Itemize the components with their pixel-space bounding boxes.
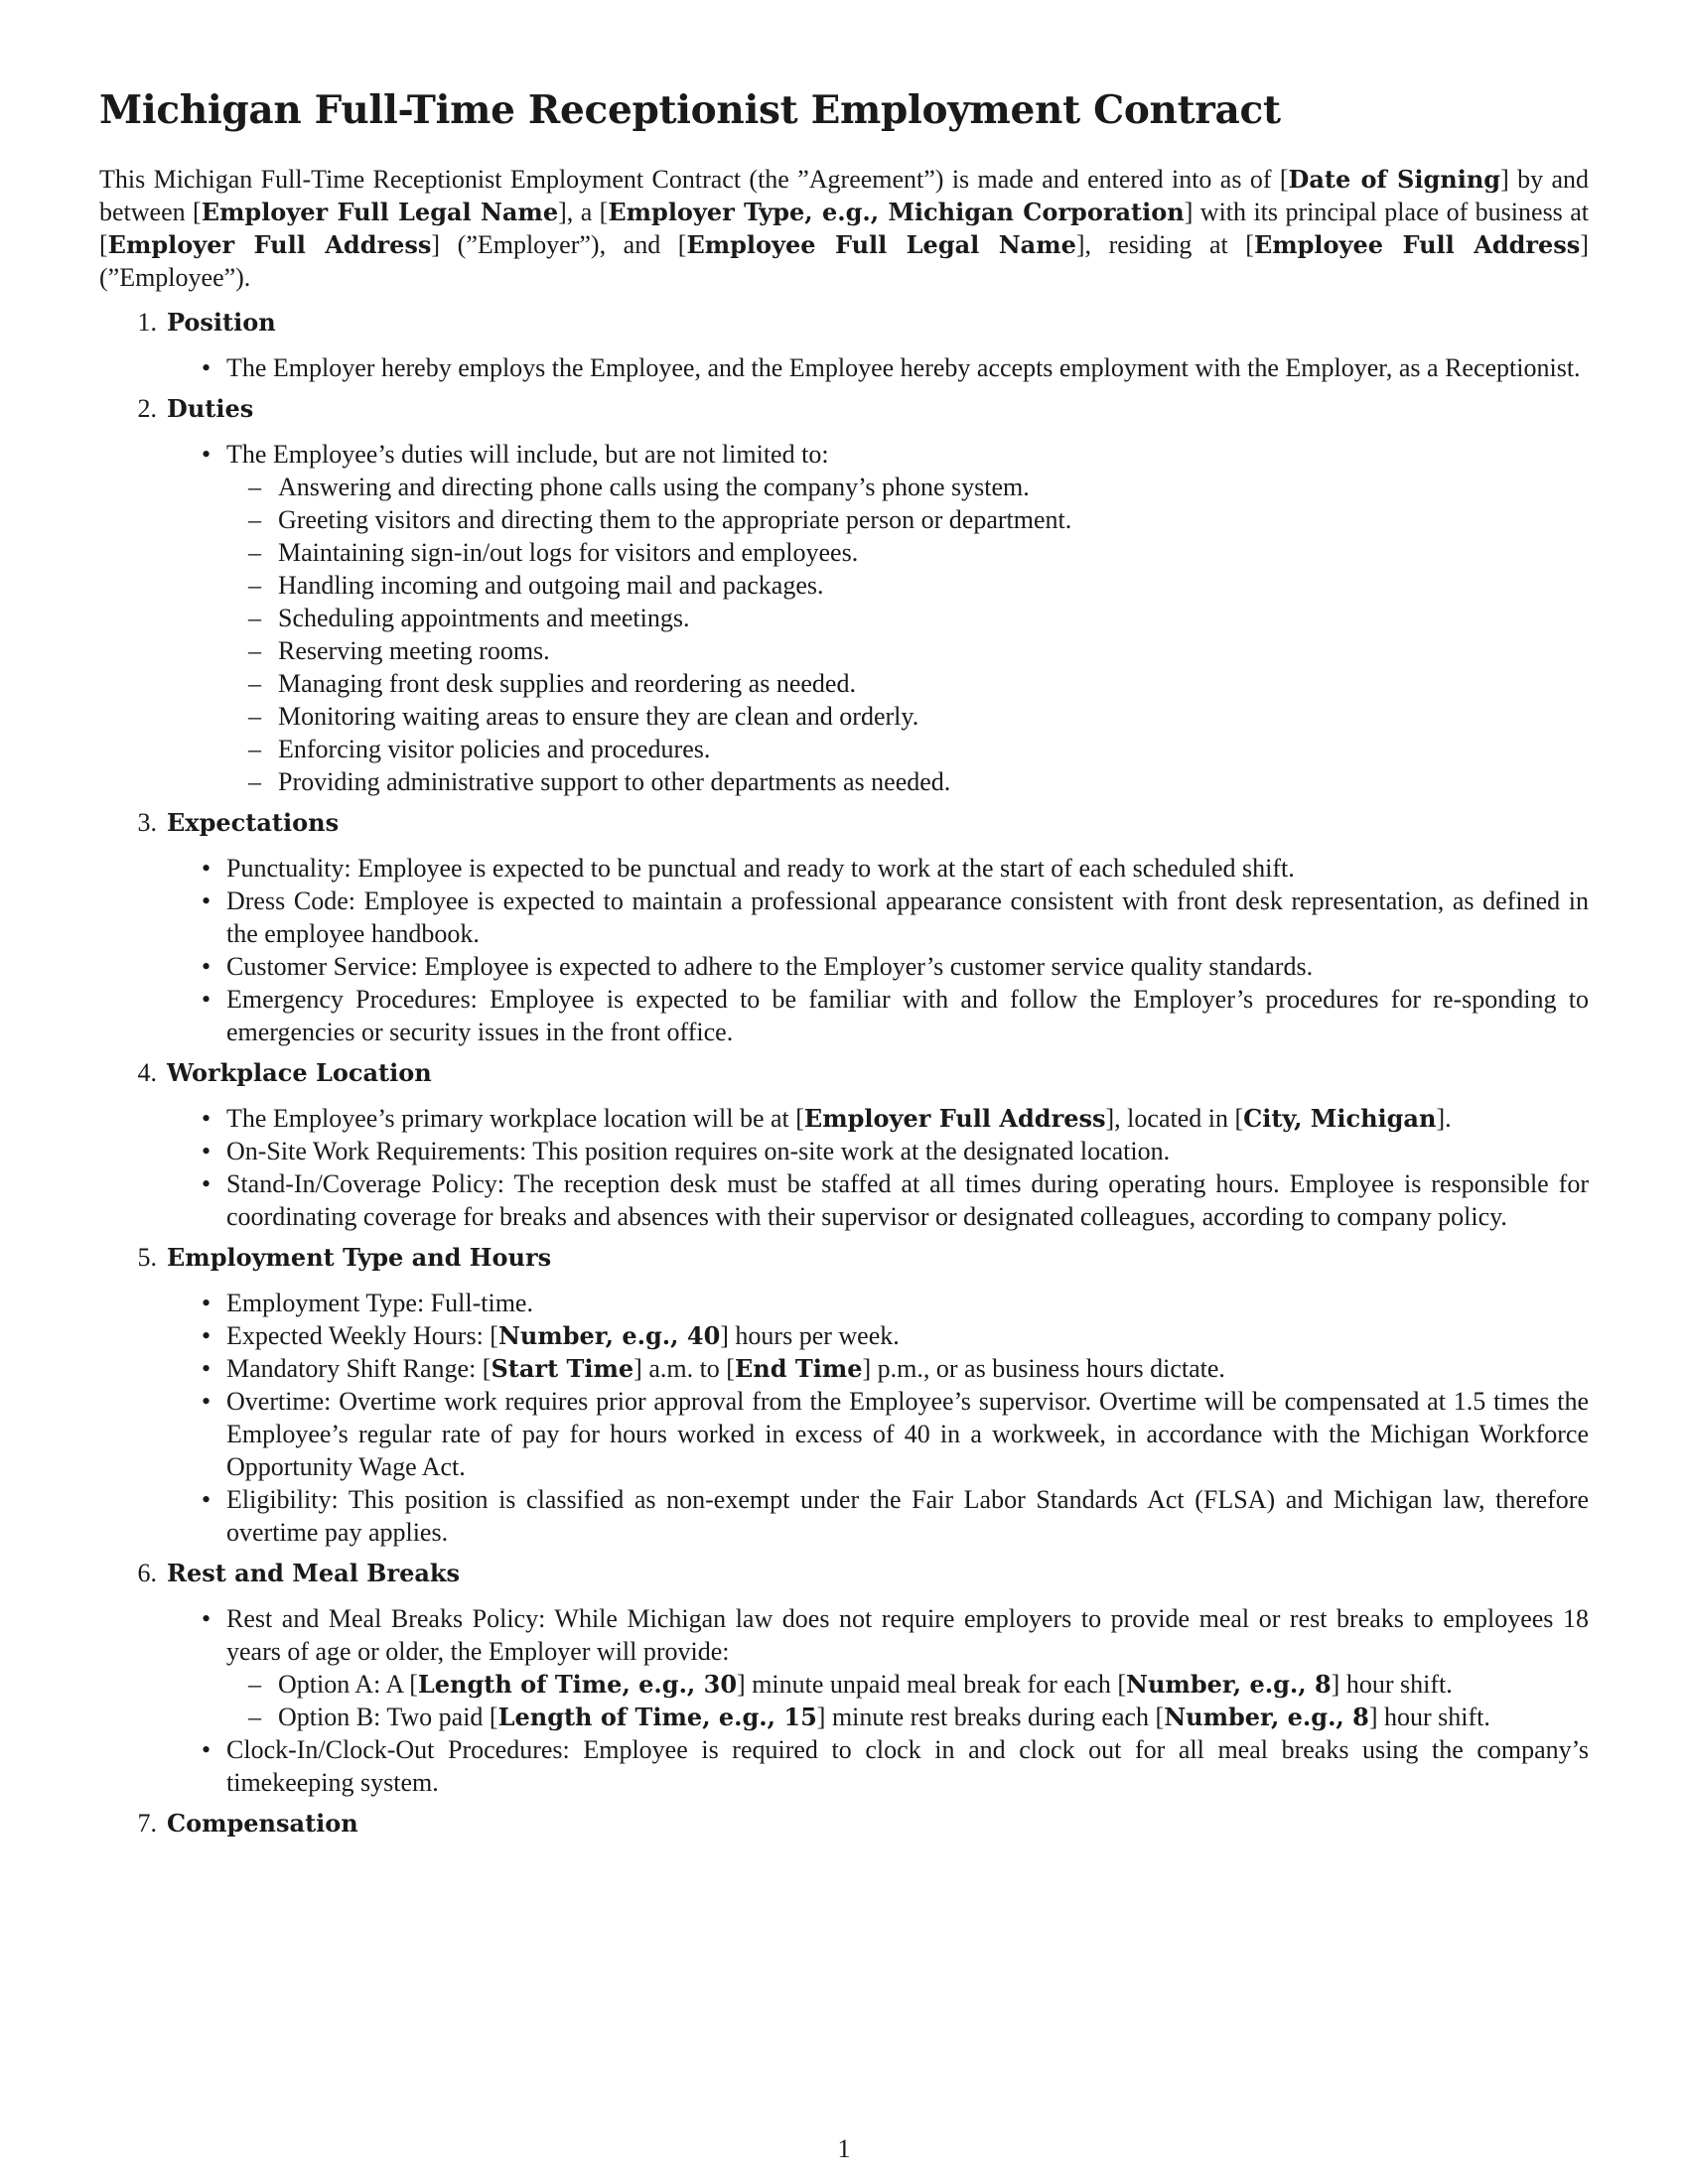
intro-paragraph: This Michigan Full-Time Receptionist Employment Contract (the ”Agreement”) is made and entered into as of [Date of Signing] by and between [Employer Full Legal Name], a [Employer Type, e.g., Michigan Corporation] with its principal place of business at [Employer Full Address] (”Employer”), and [Employee Full Legal Name], residing at [Employee Full Address] (”Employee”).	[99, 165, 1589, 292]
sub-list-item: – Option A: A [Length of Time, e.g., 30] minute unpaid meal break for each [Number, e.g., 8] hour shift.	[226, 1668, 1589, 1701]
list-item: • The Employer hereby employs the Employee, and the Employee hereby accepts employment with the Employer, as a Receptionist.	[99, 351, 1589, 384]
placeholder-end-time: End Time	[734, 1354, 863, 1383]
section-rest-meal-breaks	[99, 1557, 1589, 1799]
list-item: • Punctuality: Employee is expected to be punctual and ready to work at the start of each scheduled shift.	[99, 852, 1589, 885]
section-position	[99, 306, 1589, 384]
section-workplace-location	[99, 1056, 1589, 1233]
list-item: • On-Site Work Requirements: This position requires on-site work at the designated location.	[99, 1135, 1589, 1167]
list-item: • The Employee’s primary workplace location will be at [Employer Full Address], located in [City, Michigan].	[99, 1102, 1589, 1135]
placeholder-meal-length: Length of Time, e.g., 30	[417, 1670, 738, 1699]
section-title: Employment Type and Hours	[167, 1243, 552, 1272]
sub-list-item: – Scheduling appointments and meetings.	[226, 602, 1589, 634]
sub-list-item: – Providing administrative support to other departments as needed.	[226, 765, 1589, 798]
list-item: • Expected Weekly Hours: [Number, e.g., 40] hours per week.	[99, 1319, 1589, 1352]
placeholder-employee-address: Employee Full Address	[1253, 230, 1581, 259]
sections-list	[99, 306, 1589, 1840]
section-number: 2.	[137, 394, 157, 423]
placeholder-weekly-hours: Number, e.g., 40	[497, 1321, 721, 1350]
placeholder-shift-hours: Number, e.g., 8	[1164, 1703, 1369, 1731]
placeholder-employer-type: Employer Type, e.g., Michigan Corporation	[608, 198, 1185, 226]
placeholder-employee-name: Employee Full Legal Name	[686, 230, 1076, 259]
page-title: Michigan Full-Time Receptionist Employment Contract	[99, 87, 1281, 133]
list-item: • Customer Service: Employee is expected to adhere to the Employer’s customer service quality standards.	[99, 950, 1589, 983]
section-title: Position	[167, 308, 276, 337]
duties-sublist	[226, 471, 1589, 798]
placeholder-start-time: Start Time	[491, 1354, 634, 1383]
section-title: Duties	[167, 394, 254, 423]
sub-list-item: – Option B: Two paid [Length of Time, e.g., 15] minute rest breaks during each [Number, e.g., 8] hour shift.	[226, 1701, 1589, 1733]
section-expectations	[99, 806, 1589, 1048]
list-item: • Emergency Procedures: Employee is expected to be familiar with and follow the Employer’s procedures for re-sponding to emergencies or security issues in the front office.	[99, 983, 1589, 1048]
section-duties	[99, 392, 1589, 798]
list-item: • Dress Code: Employee is expected to maintain a professional appearance consistent with front desk representation, as defined in the employee handbook.	[99, 885, 1589, 950]
section-title: Rest and Meal Breaks	[167, 1559, 461, 1587]
sub-list-item: – Handling incoming and outgoing mail and packages.	[226, 569, 1589, 602]
placeholder-employer-address: Employer Full Address	[803, 1104, 1106, 1133]
sub-list-item: – Reserving meeting rooms.	[226, 634, 1589, 667]
list-item: • The Employee’s duties will include, but are not limited to: – Answering and directing phone calls using the company’s phone system. – Greeting visitors and directing them to the appropriate person or department. – Maintaining sign-in/out logs for visitors and employees. – Handling incoming and outgoing mail and packages. – Scheduling appointments and meetings. – Reserving meeting rooms. – Managing front desk supplies and reordering as needed. – Monitoring waiting areas to ensure they are clean and orderly. – Enforcing visitor policies and procedures. – Providing administrative support to other departments as needed.	[99, 438, 1589, 798]
section-number: 5.	[137, 1243, 157, 1272]
sub-list-item: – Maintaining sign-in/out logs for visitors and employees.	[226, 536, 1589, 569]
placeholder-shift-hours: Number, e.g., 8	[1126, 1670, 1332, 1699]
section-title: Expectations	[167, 808, 340, 837]
list-item: • Mandatory Shift Range: [Start Time] a.m. to [End Time] p.m., or as business hours dictate.	[99, 1352, 1589, 1385]
placeholder-date: Date of Signing	[1288, 165, 1501, 194]
placeholder-city: City, Michigan	[1243, 1104, 1437, 1133]
list-item: • Overtime: Overtime work requires prior approval from the Employee’s supervisor. Overtime will be compensated at 1.5 times the Employee’s regular rate of pay for hours worked in excess of 40 in a workweek, in accordance with the Michigan Workforce Opportunity Wage Act.	[99, 1385, 1589, 1483]
section-compensation	[99, 1807, 1589, 1840]
sub-list-item: – Enforcing visitor policies and procedures.	[226, 733, 1589, 765]
section-number: 4.	[137, 1058, 157, 1087]
page-number: 1	[837, 2134, 851, 2163]
section-employment-hours	[99, 1241, 1589, 1549]
break-options-sublist	[226, 1668, 1589, 1733]
section-number: 7.	[137, 1809, 157, 1838]
placeholder-employer-name: Employer Full Legal Name	[201, 198, 559, 226]
sub-list-item: – Greeting visitors and directing them to the appropriate person or department.	[226, 503, 1589, 536]
list-item: • Employment Type: Full-time.	[99, 1287, 1589, 1319]
document-page	[99, 87, 1589, 1852]
list-item: • Stand-In/Coverage Policy: The reception desk must be staffed at all times during operating hours. Employee is responsible for coordinating coverage for breaks and absences with their supervisor or designated colleagues, according to company policy.	[99, 1167, 1589, 1233]
sub-list-item: – Monitoring waiting areas to ensure they are clean and orderly.	[226, 700, 1589, 733]
section-title: Workplace Location	[167, 1058, 432, 1087]
sub-list-item: – Answering and directing phone calls using the company’s phone system.	[226, 471, 1589, 503]
section-number: 3.	[137, 808, 157, 837]
list-item: • Rest and Meal Breaks Policy: While Michigan law does not require employers to provide meal or rest breaks to employees 18 years of age or older, the Employer will provide: – Option A: A [Length of Time, e.g., 30] minute unpaid meal break for each [Number, e.g., 8] hour shift. – Option B: Two paid [Length of Time, e.g., 15] minute rest breaks during each [Number, e.g., 8] hour shift.	[99, 1602, 1589, 1733]
placeholder-rest-length: Length of Time, e.g., 15	[497, 1703, 817, 1731]
list-item: • Eligibility: This position is classified as non-exempt under the Fair Labor Standards Act (FLSA) and Michigan law, therefore overtime pay applies.	[99, 1483, 1589, 1549]
list-item: • Clock-In/Clock-Out Procedures: Employee is required to clock in and clock out for all meal breaks using the company’s timekeeping system.	[99, 1733, 1589, 1799]
sub-list-item: – Managing front desk supplies and reordering as needed.	[226, 667, 1589, 700]
section-number: 6.	[137, 1559, 157, 1587]
section-number: 1.	[137, 308, 157, 337]
section-title: Compensation	[167, 1809, 358, 1838]
placeholder-employer-address: Employer Full Address	[107, 230, 432, 259]
